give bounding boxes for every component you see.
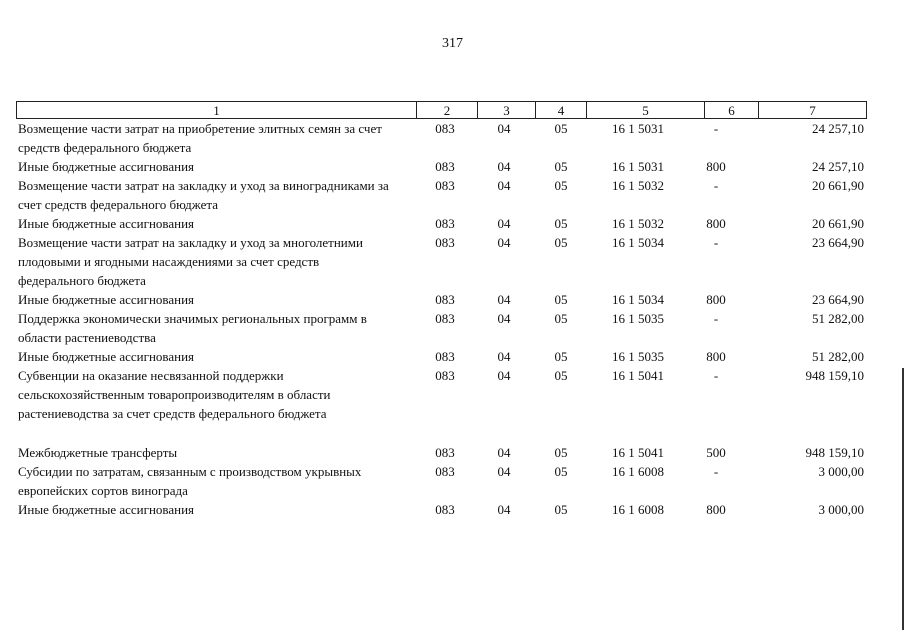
row-col-3: 04	[497, 121, 511, 136]
page-number: 317	[442, 36, 463, 51]
table-row	[0, 290, 905, 309]
row-col-6: -	[713, 121, 719, 136]
row-col-4: 05	[554, 349, 568, 364]
row-col-4: 05	[554, 235, 568, 250]
row-col-5: 16 1 5041	[612, 445, 664, 460]
row-name: Возмещение части затрат на закладку и уход за многолетними плодовыми и ягодными насаждениями за счет средств федерального бюджета	[18, 235, 363, 288]
row-col-3: 04	[497, 159, 511, 174]
row-col-4: 05	[554, 368, 568, 383]
row-col-2: 083	[435, 121, 455, 136]
row-col-6: 800	[706, 292, 726, 307]
table-row	[0, 176, 905, 214]
row-col-5: 16 1 5031	[612, 159, 664, 174]
row-col-4: 05	[554, 178, 568, 193]
row-col-7: 948 159,10	[805, 445, 864, 460]
row-col-5: 16 1 5035	[612, 311, 664, 326]
table-row	[0, 366, 905, 423]
row-col-5: 16 1 5032	[612, 178, 664, 193]
row-name: Субвенции на оказание несвязанной поддержки сельскохозяйственным товаропроизводителям в области растениеводства за счет средств федерального бюджета	[18, 368, 331, 421]
header-col-6: 6	[705, 102, 759, 118]
row-name: Возмещение части затрат на закладку и уход за виноградниками за счет средств федерального бюджета	[18, 178, 389, 212]
row-col-2: 083	[435, 502, 455, 517]
row-col-7: 23 664,90	[812, 235, 864, 250]
row-col-6: 500	[706, 445, 726, 460]
row-col-3: 04	[497, 349, 511, 364]
header-col-1: 1	[17, 102, 417, 118]
row-col-7: 51 282,00	[812, 349, 864, 364]
row-col-4: 05	[554, 292, 568, 307]
row-col-4: 05	[554, 445, 568, 460]
row-col-7: 3 000,00	[818, 464, 864, 479]
row-name: Иные бюджетные ассигнования	[18, 502, 195, 517]
row-col-5: 16 1 5031	[612, 121, 664, 136]
row-col-5: 16 1 6008	[612, 502, 664, 517]
table-row	[0, 214, 905, 233]
row-col-3: 04	[497, 235, 511, 250]
row-col-6: 800	[706, 502, 726, 517]
table-row	[0, 500, 905, 519]
row-col-6: 800	[706, 216, 726, 231]
row-col-2: 083	[435, 445, 455, 460]
table-row	[0, 347, 905, 366]
row-col-4: 05	[554, 216, 568, 231]
row-col-2: 083	[435, 464, 455, 479]
row-col-7: 23 664,90	[812, 292, 864, 307]
row-col-5: 16 1 6008	[612, 464, 664, 479]
row-col-2: 083	[435, 368, 455, 383]
row-col-4: 05	[554, 121, 568, 136]
header-col-7: 7	[809, 103, 816, 118]
row-col-6: 800	[706, 159, 726, 174]
row-col-2: 083	[435, 159, 455, 174]
table-row	[0, 309, 905, 347]
row-col-7: 51 282,00	[812, 311, 864, 326]
row-col-7: 24 257,10	[812, 159, 864, 174]
row-col-3: 04	[497, 292, 511, 307]
row-col-3: 04	[497, 445, 511, 460]
row-col-7: 24 257,10	[812, 121, 864, 136]
row-col-2: 083	[435, 178, 455, 193]
header-col-3: 3	[478, 102, 536, 118]
row-col-5: 16 1 5034	[612, 235, 664, 250]
table-row	[0, 462, 905, 500]
row-col-3: 04	[497, 216, 511, 231]
row-col-2: 083	[435, 216, 455, 231]
row-col-7: 3 000,00	[818, 502, 864, 517]
table-row	[0, 233, 905, 290]
row-col-4: 05	[554, 464, 568, 479]
row-col-2: 083	[435, 292, 455, 307]
header-col-5: 5	[587, 102, 705, 118]
row-col-6: -	[713, 368, 719, 383]
scan-edge-bar	[902, 368, 904, 630]
row-col-7: 948 159,10	[805, 368, 864, 383]
row-name: Субсидии по затратам, связанным с производством укрывных европейских сортов винограда	[18, 464, 362, 498]
row-col-2: 083	[435, 235, 455, 250]
row-col-6: 800	[706, 349, 726, 364]
row-col-3: 04	[497, 311, 511, 326]
row-col-3: 04	[497, 368, 511, 383]
row-name: Поддержка экономически значимых региональных программ в области растениеводства	[18, 311, 367, 345]
row-col-5: 16 1 5034	[612, 292, 664, 307]
header-col-2: 2	[417, 102, 478, 118]
header-col-4: 4	[536, 102, 587, 118]
row-col-3: 04	[497, 464, 511, 479]
row-name: Иные бюджетные ассигнования	[18, 349, 195, 364]
table-row	[0, 119, 905, 157]
table-header	[16, 101, 867, 119]
row-col-4: 05	[554, 159, 568, 174]
row-col-7: 20 661,90	[812, 178, 864, 193]
row-name: Межбюджетные трансферты	[18, 445, 178, 460]
row-col-3: 04	[497, 178, 511, 193]
row-name: Иные бюджетные ассигнования	[18, 292, 195, 307]
row-name: Возмещение части затрат на приобретение элитных семян за счет средств федерального бюджета	[18, 121, 382, 155]
row-col-7: 20 661,90	[812, 216, 864, 231]
row-col-6: -	[713, 235, 719, 250]
row-col-6: -	[713, 311, 719, 326]
row-col-4: 05	[554, 502, 568, 517]
row-col-2: 083	[435, 311, 455, 326]
row-col-5: 16 1 5041	[612, 368, 664, 383]
row-name: Иные бюджетные ассигнования	[18, 216, 195, 231]
row-col-6: -	[713, 464, 719, 479]
row-col-2: 083	[435, 349, 455, 364]
row-name: Иные бюджетные ассигнования	[18, 159, 195, 174]
table-body	[0, 119, 905, 519]
row-col-3: 04	[497, 502, 511, 517]
table-row	[0, 443, 905, 462]
row-col-4: 05	[554, 311, 568, 326]
row-col-6: -	[713, 178, 719, 193]
row-col-5: 16 1 5032	[612, 216, 664, 231]
row-col-5: 16 1 5035	[612, 349, 664, 364]
table-row	[0, 157, 905, 176]
